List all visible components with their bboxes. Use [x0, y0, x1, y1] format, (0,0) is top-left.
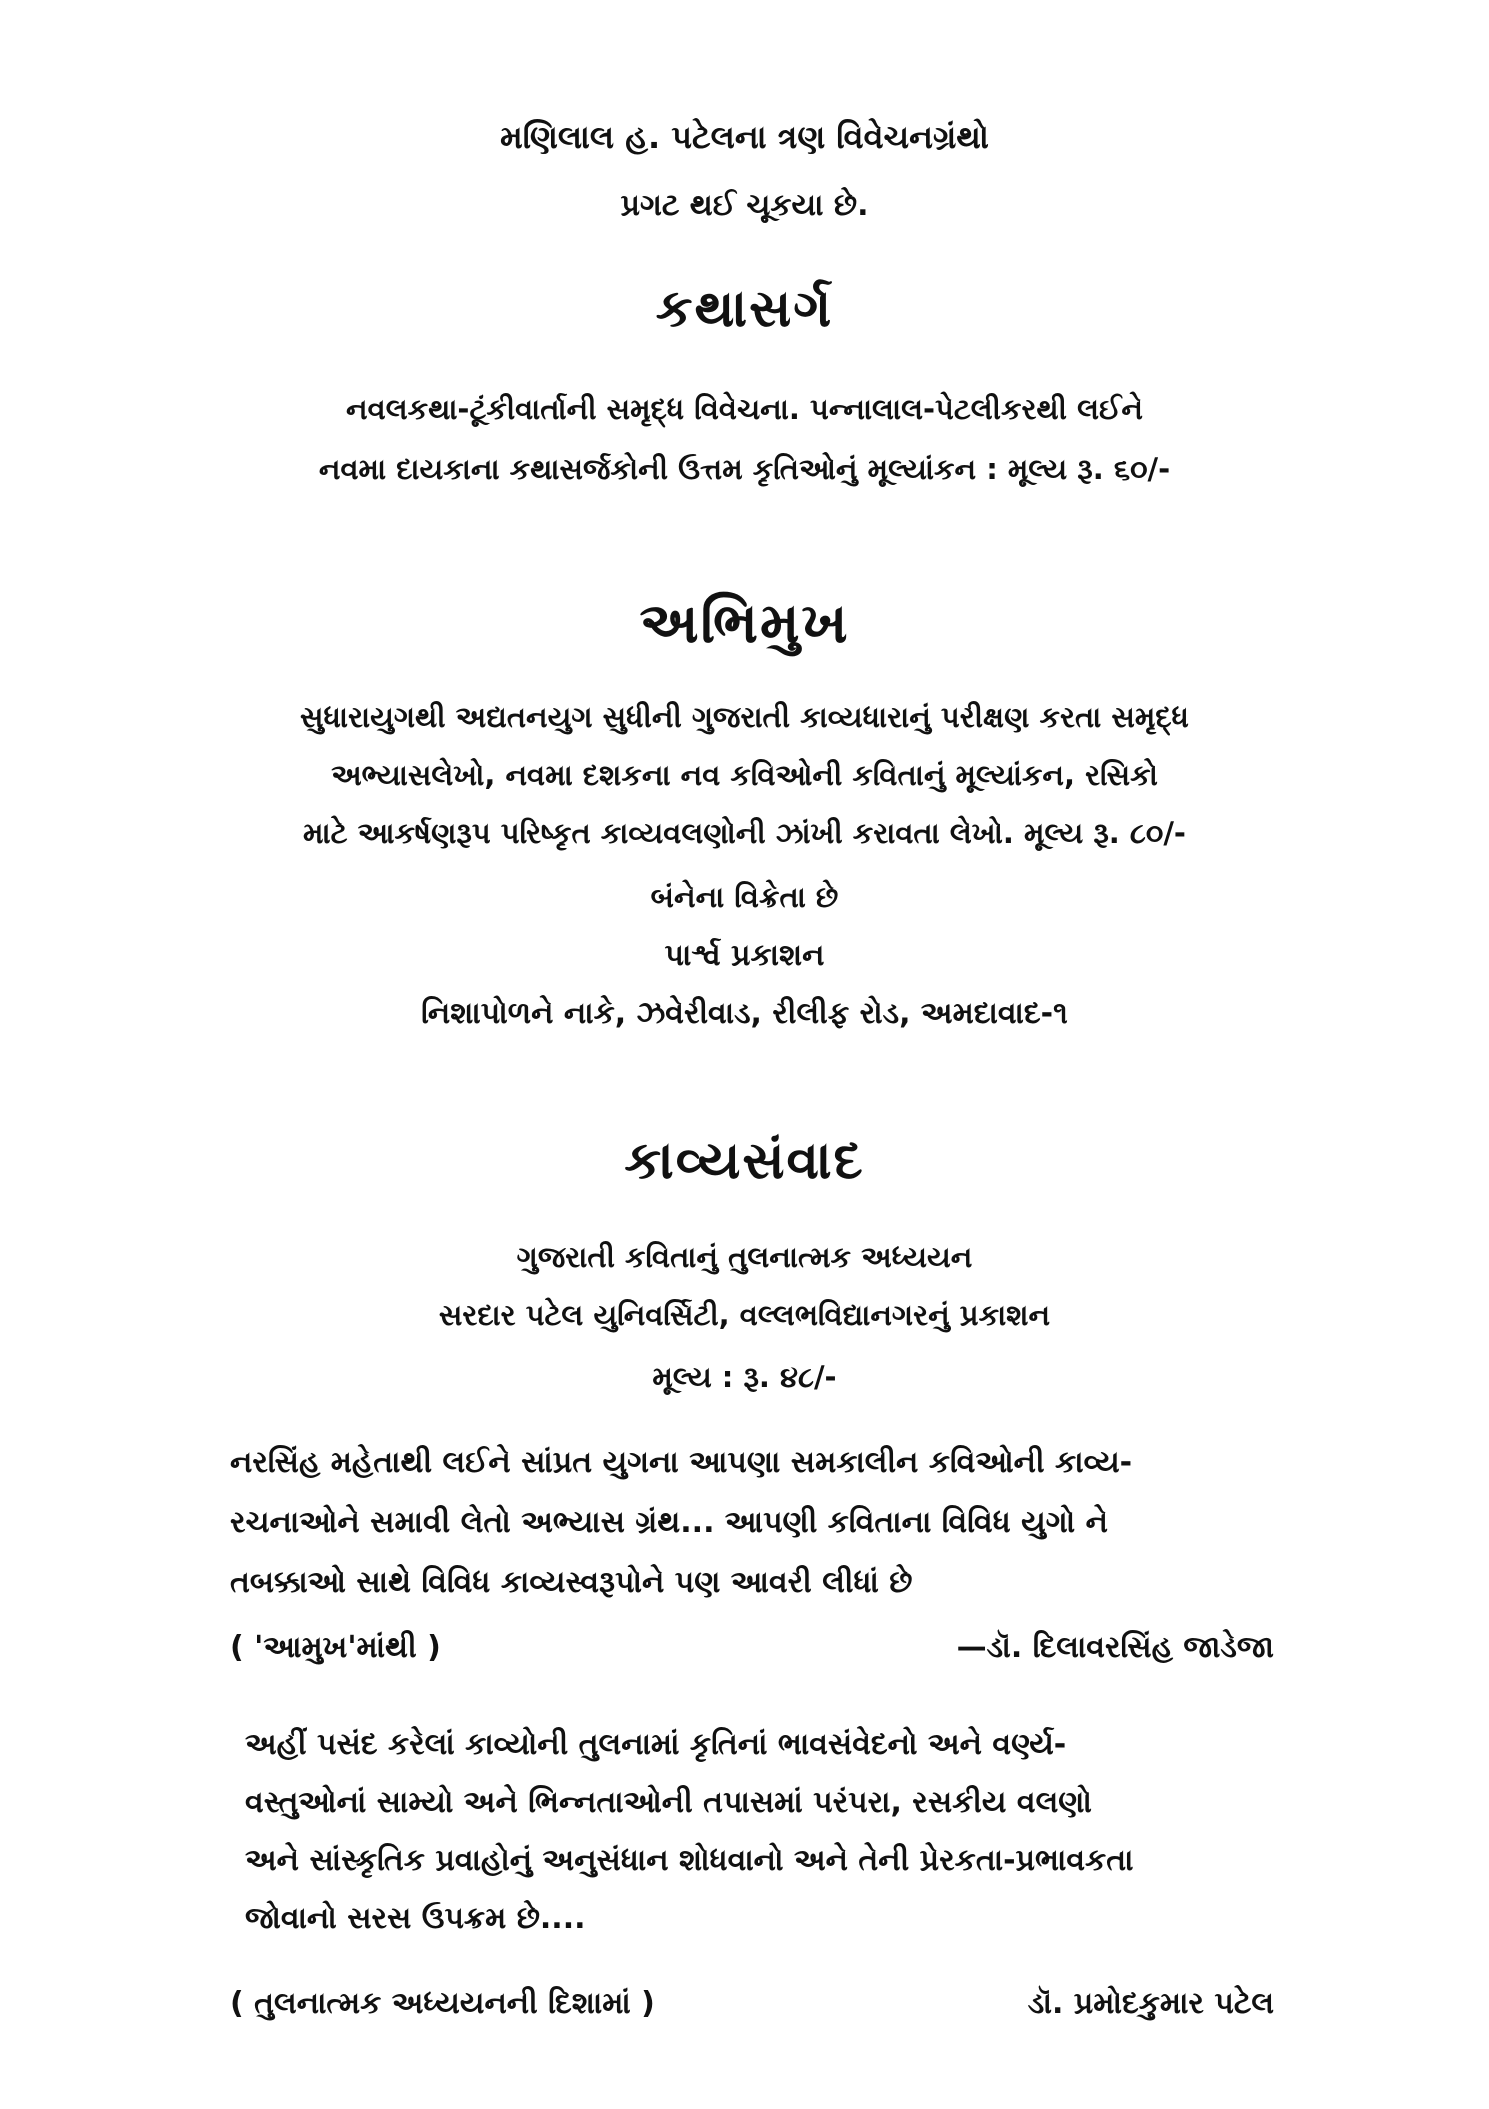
quote2-line-1: અહીં પસંદ કરેલાં કાવ્યોની તુલનામાં કૃતિનાં ભાવસંવેદનો અને વર્ણ્ય-: [245, 1727, 1067, 1762]
quote1-line-2: રચનાઓને સમાવી લેતો અભ્યાસ ગ્રંથ... આપણી કવિતાના વિવિધ યુગો ને: [230, 1505, 1108, 1540]
book3-publisher: સરદાર પટેલ યુનિવર્સિટી, વલ્લભવિદ્યાનગરનું પ્રકાશન: [438, 1298, 1051, 1332]
book-title-kathasarg: કથાસર્ગ: [655, 279, 834, 339]
book3-price: મૂલ્ય : રૂ. ૪૮/-: [652, 1360, 837, 1394]
header-line-2: પ્રગટ થઈ ચૂકયા છે.: [620, 188, 869, 223]
quote2-line-3: અને સાંસ્કૃતિક પ્રવાહોનું અનુસંધાન શોધવાનો અને તેની પ્રેરકતા-પ્રભાવકતા: [245, 1843, 1134, 1878]
publisher-address: નિશાપોળને નાકે, ઝવેરીવાડ, રીલીફ રોડ, અમદાવાદ-૧: [421, 996, 1068, 1031]
book1-desc-line-2: નવમા દાયકાના કથાસર્જકોની ઉત્તમ કૃતિઓનું મૂલ્યાંકન : મૂલ્ય રૂ. ૬૦/-: [318, 452, 1171, 486]
quote1-line-3: તબક્કાઓ સાથે વિવિધ કાવ્યસ્વરૂપોને પણ આવરી લીધાં છે: [230, 1565, 913, 1600]
book1-desc-line-1: નવલકથા-ટૂંકીવાર્તાની સમૃદ્ધ વિવેચના. પન્નાલાલ-પેટલીકરથી લઈને: [346, 392, 1143, 426]
book-title-kavyasamvad: કાવ્યસંવાદ: [624, 1131, 865, 1191]
book2-desc-line-3: માટે આકર્ષણરૂપ પરિષ્કૃત કાવ્યવલણોની ઝાંખી કરાવતા લેખો. મૂલ્ય રૂ. ૮૦/-: [303, 816, 1186, 850]
quote1-line-1: નરસિંહ મહેતાથી લઈને સાંપ્રત યુગના આપણા સમકાલીન કવિઓની કાવ્ય-: [230, 1445, 1133, 1480]
publisher-name: પાર્શ્વ પ્રકાશન: [664, 938, 825, 973]
quote1-author: —ડૉ. દિલાવરસિંહ જાડેજા: [956, 1630, 1274, 1665]
book2-desc-line-2: અભ્યાસલેખો, નવમા દશકના નવ કવિઓની કવિતાનું મૂલ્યાંકન, રસિકો: [331, 758, 1158, 792]
quote2-author: ડૉ. પ્રમોદકુમાર પટેલ: [1027, 1986, 1274, 2021]
book-title-abhimukh: અભિમુખ: [639, 591, 850, 656]
quote2-line-2: વસ્તુઓનાં સામ્યો અને ભિન્નતાઓની તપાસમાં પરંપરા, રસકીય વલણો: [245, 1785, 1092, 1820]
seller-intro: બંનેના વિક્રેતા છે: [650, 880, 839, 914]
quote2-source: ( તુલનાત્મક અધ્યયનની દિશામાં ): [230, 1986, 655, 2021]
book3-subtitle: ગુજરાતી કવિતાનું તુલનાત્મક અધ્યયન: [516, 1240, 973, 1274]
quote1-source: ( 'આમુખ'માંથી ): [230, 1630, 441, 1665]
header-line-1: મણિલાલ હ. પટેલના ત્રણ વિવેચનગ્રંથો: [500, 118, 989, 156]
book2-desc-line-1: સુધારાયુગથી અદ્યતનયુગ સુધીની ગુજરાતી કાવ્યધારાનું પરીક્ષણ કરતા સમૃદ્ધ: [300, 700, 1189, 734]
quote2-line-4: જોવાનો સરસ ઉપક્રમ છે....: [245, 1901, 586, 1936]
